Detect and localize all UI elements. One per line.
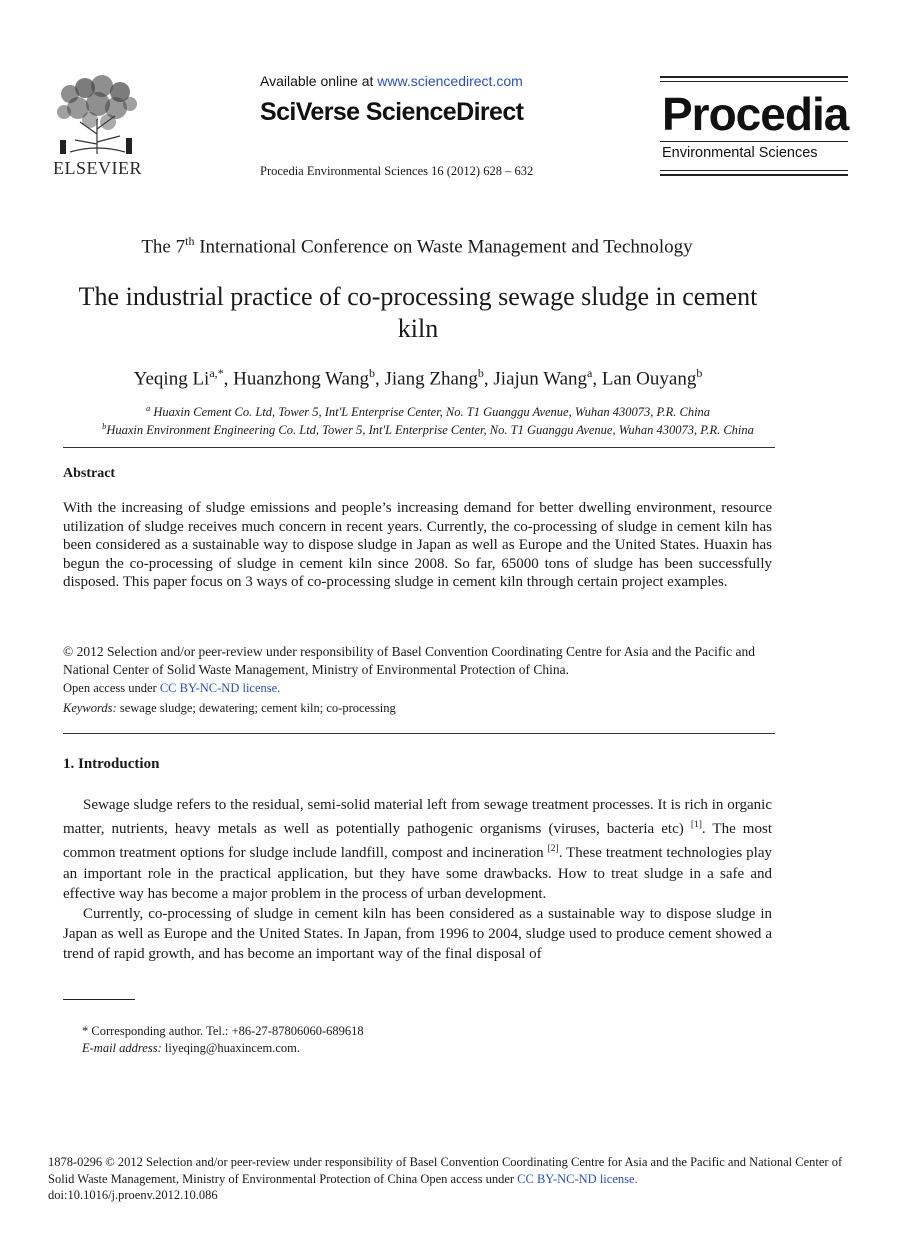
intro-text: Sewage sludge refers to the residual, semi-solid material left from sewage treatment processes. It is rich in organic matter, nutrients, heavy metals as well as potentially pathogenic organisms (viruses, bacteria etc) [63, 797, 772, 838]
issn-text: 1878-0296 © 2012 Selection and/or peer-review under responsibility of Basel Convention Coordinating Centre for Asia and the Pacific and National Center of Solid Waste Management, Ministry of Environmental Protection of China [48, 1155, 843, 1186]
intro-paragraph-2: Currently, co-processing of sludge in cement kiln has been considered as a sustainable way to dispose sludge in Japan as well as Europe and the United States. In Japan, from 1996 to 2004, sludge used to produce cement showed a trend of rapid growth, and has become an important way of the final disposal of [63, 906, 772, 963]
doi[interactable]: doi:10.1016/j.proenv.2012.10.086 [48, 1188, 218, 1202]
open-access-line [63, 681, 280, 696]
abstract-top-rule [63, 447, 775, 448]
conference-sup: th [185, 234, 195, 248]
author-name: Yeqing Li [133, 368, 210, 390]
procedia-top-rule-thin [660, 81, 848, 82]
conference-prefix: The 7 [141, 236, 186, 258]
journal-subtitle: Environmental Sciences [662, 145, 818, 161]
email-line [82, 1041, 300, 1056]
keywords-label: Keywords: [63, 701, 117, 715]
affiliation-sup: b [102, 421, 107, 431]
citation-ref[interactable]: [2] [547, 844, 559, 855]
author-sup: b [696, 366, 703, 380]
intro-body [63, 795, 772, 965]
author-list: Yeqing $Li^{a,*}$, Huanzhong Wang$^b$, Jiang Zhang$^b$, Jiajun Wang$^a$, Lan Ouyang$^b$ [133, 366, 703, 390]
affiliation-sup: a [145, 403, 151, 413]
author-name: Lan Ouyang [601, 368, 697, 390]
available-prefix: Available online at [260, 73, 378, 89]
footer-license-link[interactable]: CC BY-NC-ND license. [517, 1171, 638, 1186]
author-sup: a [587, 366, 593, 380]
conference-suffix: International Conference on Waste Management and Technology [194, 236, 693, 258]
journal-brand: Procedia [662, 88, 849, 140]
conference-name [0, 234, 834, 258]
license-link[interactable]: CC BY-NC-ND license. [159, 681, 281, 695]
keywords-line [63, 701, 396, 716]
email-label: E-mail address: [82, 1041, 162, 1055]
issn-footer [48, 1154, 848, 1204]
section-heading: 1. Introduction [63, 756, 160, 772]
author-name: Huanzhong Wang [233, 368, 369, 390]
procedia-mid-rule [660, 141, 848, 142]
footer-open-access: Open access under [420, 1171, 518, 1186]
publisher-wordmark: ELSEVIER [53, 158, 142, 178]
abstract-heading: Abstract [63, 466, 116, 481]
affiliation-text: Huaxin Environment Engineering Co. Ltd, Tower 5, Int'L Enterprise Center, No. T1 Guanggu Avenue, Wuhan 430073, P.R. China [106, 423, 754, 438]
procedia-top-rule [660, 76, 848, 78]
procedia-bottom-rule-thin [660, 170, 848, 171]
footnote-rule [63, 999, 135, 1000]
email-address[interactable]: liyeqing@huaxincem.com. [161, 1041, 300, 1055]
author-sup: b [477, 366, 484, 380]
author-sup: b [369, 366, 375, 380]
affiliation-text: Huaxin Cement Co. Ltd, Tower 5, Int'L Enterprise Center, No. T1 Guanggu Avenue, Wuhan 430073, P.R. China [150, 405, 711, 420]
open-access-prefix: Open access under [63, 681, 160, 695]
procedia-bottom-rule [660, 174, 848, 176]
available-online-line [260, 73, 523, 89]
intro-text: . The most common treatment options for sludge include landfill, compost and incineration [63, 821, 772, 862]
intro-text: . These treatment technologies play an important role in the practical application, but they have some drawbacks. How to treat sludge in a safe and effective way has become a major problem in the process of urban development. [63, 845, 772, 902]
affiliation-a [40, 403, 816, 420]
intro-paragraph-1 [63, 795, 772, 904]
journal-reference: Procedia Environmental Sciences 16 (2012) 628 – 632 [260, 164, 534, 178]
keywords-list: sewage sludge; dewatering; cement kiln; co-processing [116, 701, 396, 715]
corresponding-author: * Corresponding author. Tel.: +86-27-87806060-689618 [82, 1024, 364, 1038]
author-name: Jiajun Wang [493, 368, 588, 390]
abstract-body: With the increasing of sludge emissions and people’s increasing demand for better dwelling environment, resource utilization of sludge receives much concern in recent years. Currently, the co-processing of sludge in cement kiln has been considered as a sustainable way to dispose sludge in Japan as well as Europe and the United States. Huaxin has begun the co-processing of sludge in cement kiln since 2008. So far, 65000 tons of sludge has been successfully disposed. This paper focus on 3 ways of co-processing sludge in cement kiln through certain project examples. [63, 500, 772, 591]
author-name: Jiang Zhang [384, 368, 478, 390]
author-sup: a,* [209, 366, 224, 380]
citation-ref[interactable]: [1] [690, 820, 702, 831]
affiliation-b [40, 421, 816, 438]
platform-name: SciVerse ScienceDirect [260, 98, 524, 126]
sciencedirect-link[interactable]: www.sciencedirect.com [377, 73, 523, 89]
abstract-bottom-rule [63, 733, 775, 734]
paper-title: The industrial practice of co-processing sewage sludge in cement kiln [78, 282, 758, 343]
copyright-notice: © 2012 Selection and/or peer-review under responsibility of Basel Convention Coordinating Centre for Asia and the Pacific and National Center of Solid Waste Management, Ministry of Environmental Protection of China. [63, 644, 755, 677]
